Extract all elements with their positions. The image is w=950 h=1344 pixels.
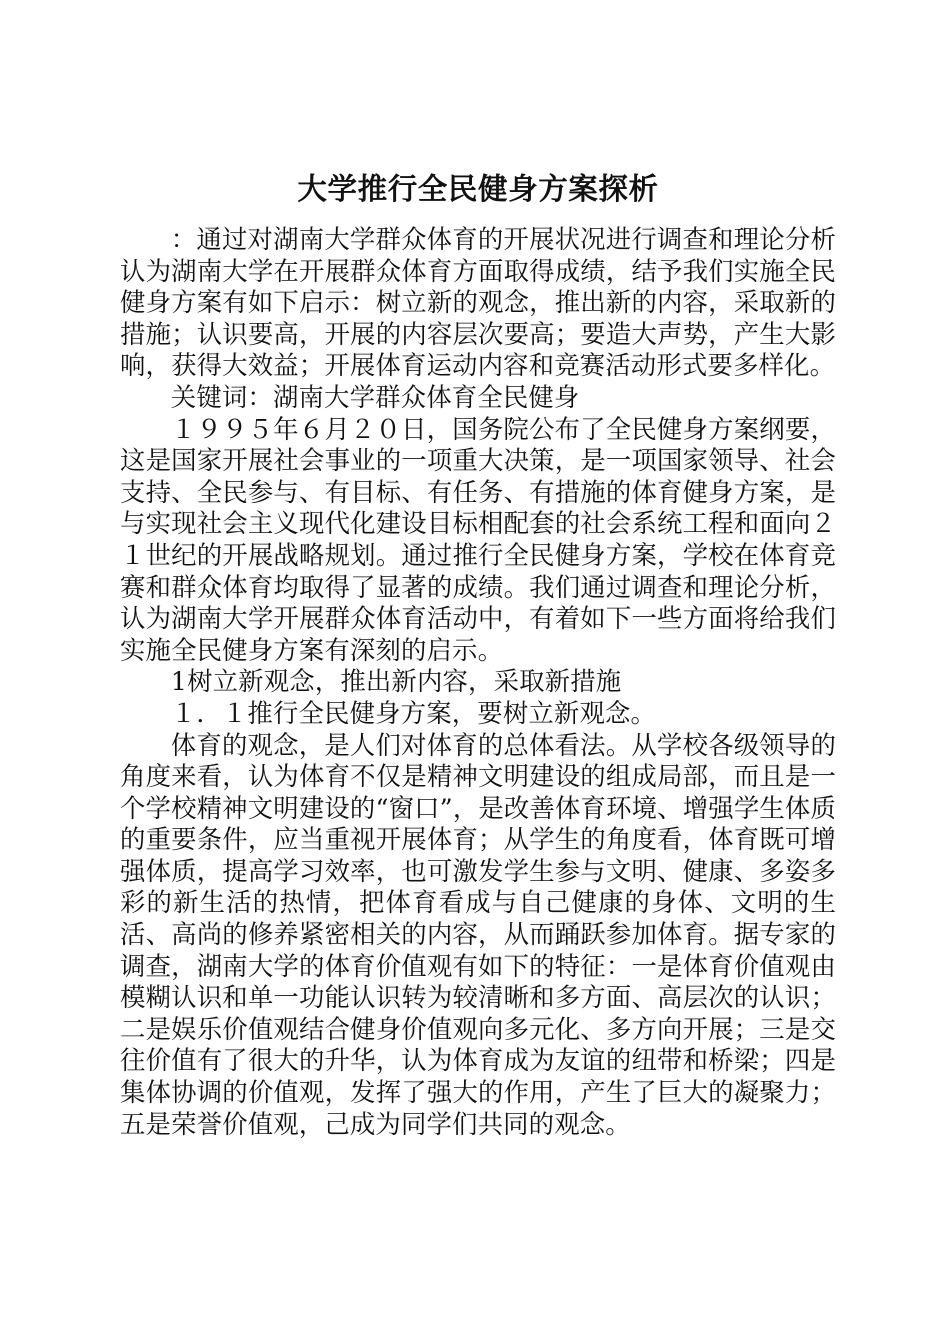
- section-1-1-body-paragraph: 体育的观念，是人们对体育的总体看法。从学校各级领导的角度来看，认为体育不仅是精神文明建设的组成局部，而且是一个学校精神文明建设的“窗口”，是改善体育环境、增强学生体质的重要条件，应当重视开展体育；从学生的角度看，体育既可增强体质，提高学习效率，也可激发学生参与文明、健康、多姿多彩的新生活的热情，把体育看成与自己健康的身体、文明的生活、高尚的修养紧密相关的内容，从而踊跃参加体育。据专家的调查，湖南大学的体育价值观有如下的特征：一是体育价值观由模糊认识和单一功能认识转为较清晰和多方面、高层次的认识；二是娱乐价值观结合健身价值观向多元化、多方向开展；三是交往价值有了很大的升华，认为体育成为友谊的纽带和桥梁；四是集体协调的价值观，发挥了强大的作用，产生了巨大的凝聚力；五是荣誉价值观，己成为同学们共同的观念。: [120, 729, 836, 1139]
- document-content: [120, 168, 836, 1140]
- keywords-paragraph: 关键词：湖南大学群众体育全民健身: [170, 381, 580, 412]
- section-heading-1-1: １．１推行全民健身方案，要树立新观念。: [170, 697, 657, 728]
- introduction-paragraph: １９９５年６月２０日，国务院公布了全民健身方案纲要，这是国家开展社会事业的一项重大决策，是一项国家领导、社会支持、全民参与、有目标、有任务、有措施的体育健身方案，是与实现社会主义现代化建设目标相配套的社会系统工程和面向２１世纪的开展战略规划。通过推行全民健身方案，学校在体育竞赛和群众体育均取得了显著的成绩。我们通过调查和理论分析，认为湖南大学开展群众体育活动中，有着如下一些方面将给我们实施全民健身方案有深刻的启示。: [120, 413, 836, 665]
- abstract-paragraph: ：通过对湖南大学群众体育的开展状况进行调查和理论分析认为湖南大学在开展群众体育方面取得成绩，结予我们实施全民健身方案有如下启示：树立新的观念，推出新的内容，采取新的措施；认识要高，开展的内容层次要高；要造大声势，产生大影响，获得大效益；开展体育运动内容和竞赛活动形式要多样化。: [120, 224, 836, 381]
- page-title: 大学推行全民健身方案探析: [297, 172, 659, 206]
- section-heading-1: 1树立新观念，推出新内容，采取新措施: [170, 666, 622, 697]
